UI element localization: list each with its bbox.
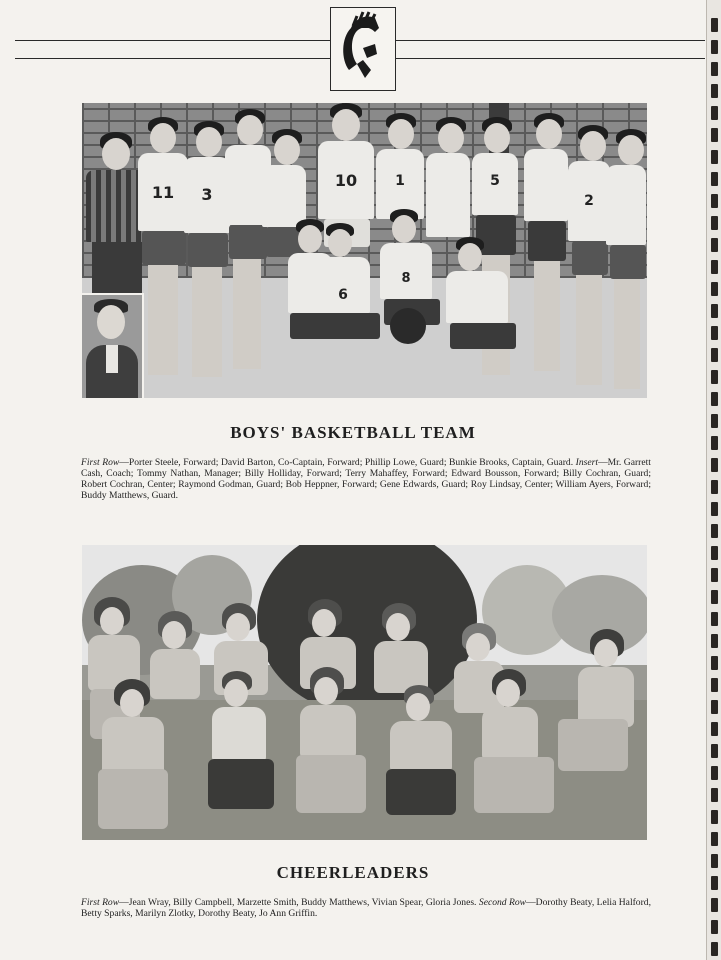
binding-hole — [711, 656, 718, 670]
basketball — [390, 308, 426, 344]
jersey-number: 3 — [184, 157, 230, 233]
dark-tree — [257, 545, 477, 715]
binding-hole — [711, 106, 718, 120]
binding-hole — [711, 766, 718, 780]
caption-row-label: First Row — [81, 457, 120, 468]
binding-hole — [711, 524, 718, 538]
binding-hole — [711, 810, 718, 824]
caption-text: —Porter Steele, Forward; David Barton, Co-Captain, Forward; Phillip Lowe, Guard; Bunkie Brooks, Captain, Guard. — [119, 457, 576, 468]
binding-hole — [711, 942, 718, 956]
binding-hole — [711, 722, 718, 736]
binding-hole — [711, 216, 718, 230]
binding-hole — [711, 282, 718, 296]
binding-hole — [711, 172, 718, 186]
caption-row-label: Insert — [575, 457, 599, 468]
binding-hole — [711, 392, 718, 406]
jersey-number: 11 — [138, 153, 188, 231]
binding-hole — [711, 612, 718, 626]
cheerleaders-caption — [81, 897, 651, 919]
jersey-number: 2 — [568, 161, 610, 241]
binding-hole — [711, 304, 718, 318]
spiral-binding — [706, 0, 721, 960]
binding-hole — [711, 634, 718, 648]
binding-hole — [711, 348, 718, 362]
binding-hole — [711, 678, 718, 692]
binding-hole — [711, 370, 718, 384]
basketball-title: BOYS' BASKETBALL TEAM — [230, 423, 476, 442]
jersey-number: 1 — [376, 149, 424, 219]
binding-hole — [711, 744, 718, 758]
binding-hole — [711, 194, 718, 208]
coach-inset-photo — [82, 293, 144, 398]
binding-hole — [711, 854, 718, 868]
binding-hole — [711, 546, 718, 560]
binding-hole — [711, 62, 718, 76]
basketball-team-photo — [82, 103, 647, 398]
binding-hole — [711, 788, 718, 802]
basketball-caption — [81, 457, 651, 501]
binding-hole — [711, 700, 718, 714]
binding-hole — [711, 568, 718, 582]
binding-hole — [711, 876, 718, 890]
binding-hole — [711, 436, 718, 450]
binding-hole — [711, 84, 718, 98]
binding-hole — [711, 128, 718, 142]
jersey-number: 6 — [316, 257, 370, 313]
caption-text: —Mr. Garrett Cash, Coach; Tommy Nathan, Manager; Billy Holliday, Forward; Terry Mahaffey, Forward; Edward Bousson, Forward; Billy Cochran, Guard; Robert Cochran, Center; Raymond Godman, Guard; Bob Heppner, Forward; Gene Edwards, Guard; Roy Lindsay, Center; William Ayers, Forward; Buddy Matthews, Guard. — [81, 457, 651, 501]
binding-hole — [711, 18, 718, 32]
binding-hole — [711, 40, 718, 54]
binding-hole — [711, 502, 718, 516]
binding-hole — [711, 414, 718, 428]
cheerleaders-photo — [82, 545, 647, 840]
binding-hole — [711, 260, 718, 274]
caption-row-label: First Row — [81, 897, 120, 908]
binding-hole — [711, 480, 718, 494]
binding-hole — [711, 458, 718, 472]
caption-text: —Jean Wray, Billy Campbell, Marzette Smith, Buddy Matthews, Vivian Spear, Gloria Jones. — [119, 897, 479, 908]
binding-hole — [711, 150, 718, 164]
binding-hole — [711, 326, 718, 340]
binding-hole — [711, 898, 718, 912]
cheerleaders-title: CHEERLEADERS — [276, 863, 430, 882]
binding-hole — [711, 590, 718, 604]
spartan-helmet-icon — [330, 7, 396, 91]
binding-hole — [711, 238, 718, 252]
caption-row-label: Second Row — [478, 897, 527, 908]
jersey-number: 8 — [380, 243, 432, 299]
caption-text: —Dorothy Beaty, Lelia Halford, Betty Sparks, Marilyn Zlotky, Dorothy Beaty, Jo Ann Griffin. — [81, 897, 651, 919]
binding-hole — [711, 832, 718, 846]
binding-hole — [711, 920, 718, 934]
jersey-number: 5 — [472, 153, 518, 215]
jersey-number: 10 — [318, 141, 374, 219]
